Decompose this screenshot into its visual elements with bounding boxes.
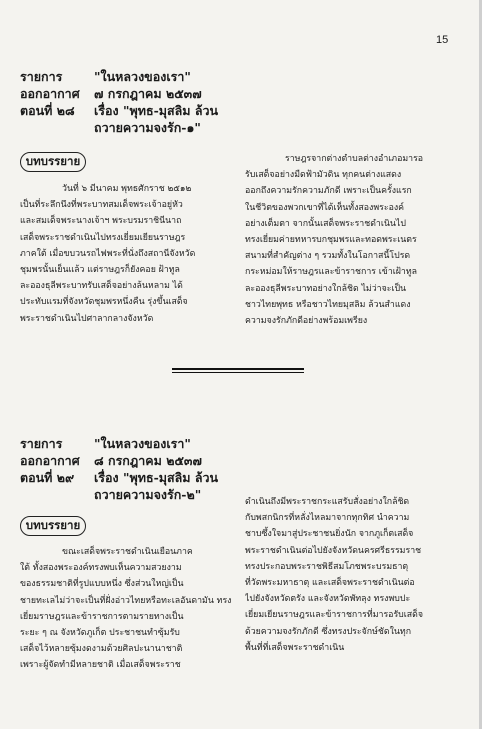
body-line: ที่วัดพระมหาธาตุ และเสด็จพระราชดำเนินต่อ [245, 577, 415, 588]
episode-title: เรื่อง "พุทธ-มุสลิม ล้วน [94, 103, 219, 118]
body-column-left-1 [20, 181, 232, 327]
episode-title: เรื่อง "พุทธ-มุสลิม ล้วน [94, 470, 219, 485]
body-line: ระยะ ๆ ณ จังหวัดภูเก็ต ประชาชนทำซุ้มรับ [20, 627, 180, 638]
airdate-label: ออกอากาศ [20, 453, 80, 468]
program-label: รายการ [20, 69, 63, 84]
body-line: เพราะผู้จัดทำมีหลายชาติ เมื่อเสด็จพระราช [20, 660, 181, 671]
body-line: กระหม่อมให้ราษฎรและข้าราชการ เข้าเฝ้าทูล [245, 267, 418, 278]
body-line: วันที่ ๖ มีนาคม พุทธศักราช ๒๕๑๒ [62, 184, 192, 194]
body-line: ชุมพรนั้นเย็นแล้ว แต่ราษฎรก็ยังคอย ฝ้าทูล [20, 264, 180, 275]
body-line: เสด็จพระราชดำเนินไปทรงเยี่ยมเยียนราษฎร [20, 232, 186, 243]
body-line: และสมเด็จพระนางเจ้าฯ พระบรมราชินีนาถ [20, 216, 182, 227]
episode-title-continued: ถวายความจงรัก-๑" [94, 120, 201, 135]
program-title: "ในหลวงของเรา" [94, 69, 191, 84]
body-line: สนามที่สำคัญต่าง ๆ รวมทั้งในโอกาสนี้โปรด [245, 251, 411, 262]
body-line: ทรงประกอบพระราชพิธีสมโภชพระบรมธาตุ [245, 561, 409, 572]
body-line: ออกถึงความรักความภักดี เพราะเป็นครั้งแรก [245, 186, 412, 197]
body-line: ในชีวิตของพวกเขาที่ได้เห็นทั้งสองพระองค์ [245, 202, 405, 213]
body-line: ภาคใต้ เมื่อขบวนรถไฟพระที่นั่งถึงสถานีจังหวัด [20, 248, 196, 259]
narration-badge: บทบรรยาย [20, 152, 86, 172]
body-line: ทรงเยี่ยมค่ายทหารบกชุมพรและทอดพระเนตร [245, 234, 417, 245]
body-line: ชาวไทยพุทธ หรือชาวไทยมุสลิม ล้วนสำแดง [245, 299, 411, 310]
body-line: กับพสกนิกรที่หลั่งไหลมาจากทุกทิศ นำความ [245, 513, 410, 524]
body-line: พื้นที่ที่เสด็จพระราชดำเนิน [245, 642, 345, 653]
episode-label: ตอนที่ ๒๙ [20, 470, 75, 485]
body-line: เยี่ยมราษฎรและข้าราชการตามรายทางเป็น [20, 611, 184, 622]
body-line: ใต้ ทั้งสองพระองค์ทรงพบเห็นความสวยงาม [20, 563, 182, 574]
airdate-label: ออกอากาศ [20, 86, 80, 101]
body-line: ละอองธุลีพระบาทอย่างใกล้ชิด ไม่ว่าจะเป็น [245, 283, 407, 294]
body-column-right-2 [245, 494, 457, 656]
narration-badge: บทบรรยาย [20, 516, 86, 536]
episode-label: ตอนที่ ๒๘ [20, 103, 75, 118]
episode-title-continued: ถวายความจงรัก-๒" [94, 487, 202, 502]
body-line: ขณะเสด็จพระราชดำเนินเยือนภาค [62, 547, 193, 557]
body-line: ของธรรมชาติที่รูปแบบหนึ่ง ซึ่งส่วนใหญ่เป็น [20, 579, 184, 590]
body-line: ความจงรักภักดีอย่างพร้อมเพรียง [245, 315, 368, 326]
program-header-1 [20, 68, 320, 136]
body-column-right-1 [245, 151, 457, 329]
airdate-value: ๗ กรกฎาคม ๒๕๓๗ [94, 86, 202, 101]
body-line: พระราชดำเนินไปศาลากลางจังหวัด [20, 313, 154, 324]
body-line: ราษฎรจากต่างตำบลต่างอำเภอมารอ [285, 154, 424, 164]
body-line: รับเสด็จอย่างมืดฟ้ามัวดิน ทุกคนต่างแสดง [245, 170, 402, 181]
body-line: เยี่ยมเยียนราษฎรและข้าราชการที่มารอรับเสด็จ [245, 610, 423, 621]
airdate-value: ๘ กรกฎาคม ๒๕๓๗ [94, 453, 202, 468]
body-column-left-2 [20, 544, 232, 674]
section-divider [172, 368, 304, 373]
body-line: ละอองธุลีพระบาทรับเสด็จอย่างล้นหลาม ได้ [20, 281, 183, 292]
body-line: อย่างเต็มตา จากนั้นเสด็จพระราชดำเนินไป [245, 218, 406, 229]
program-title: "ในหลวงของเรา" [94, 436, 191, 451]
body-line: เสด็จไว้หลายซุ้มงดงามด้วยศิลปะนานาชาติ [20, 644, 183, 655]
body-line: เป็นที่ระลึกนึงที่พระบาทสมเด็จพระเจ้าอยู่หัว [20, 200, 183, 211]
body-line: ดำเนินถึงมีพระราชกระแสรับสั่งอย่างใกล้ชิด [245, 497, 410, 507]
body-line: ชาบซึ้งใจมาสู่ประชาชนยิ่งนัก จากภูเก็ตเสด็จ [245, 529, 414, 540]
body-line: ชายทะเลไม่ว่าจะเป็นที่ฝั่งอ่าวไทยหรือทะเลอันดามัน ทรง [20, 595, 232, 606]
program-header-2 [20, 435, 320, 503]
body-line: พระราชดำเนินต่อไปยังจังหวัดนครศรีธรรมราช [245, 545, 422, 556]
body-line: ไปยังจังหวัดตรัง และจังหวัดพัทลุง ทรงพบปะ [245, 594, 411, 605]
page-number: 15 [436, 34, 449, 46]
body-line: ประทับแรมที่จังหวัดชุมพรหนึ่งคืน รุ่งขึ้นเสด็จ [20, 297, 188, 308]
body-line: ด้วยความจงรักภักดี ซึ่งทรงประจักษ์ชัดในทุก [245, 626, 412, 637]
program-label: รายการ [20, 436, 63, 451]
